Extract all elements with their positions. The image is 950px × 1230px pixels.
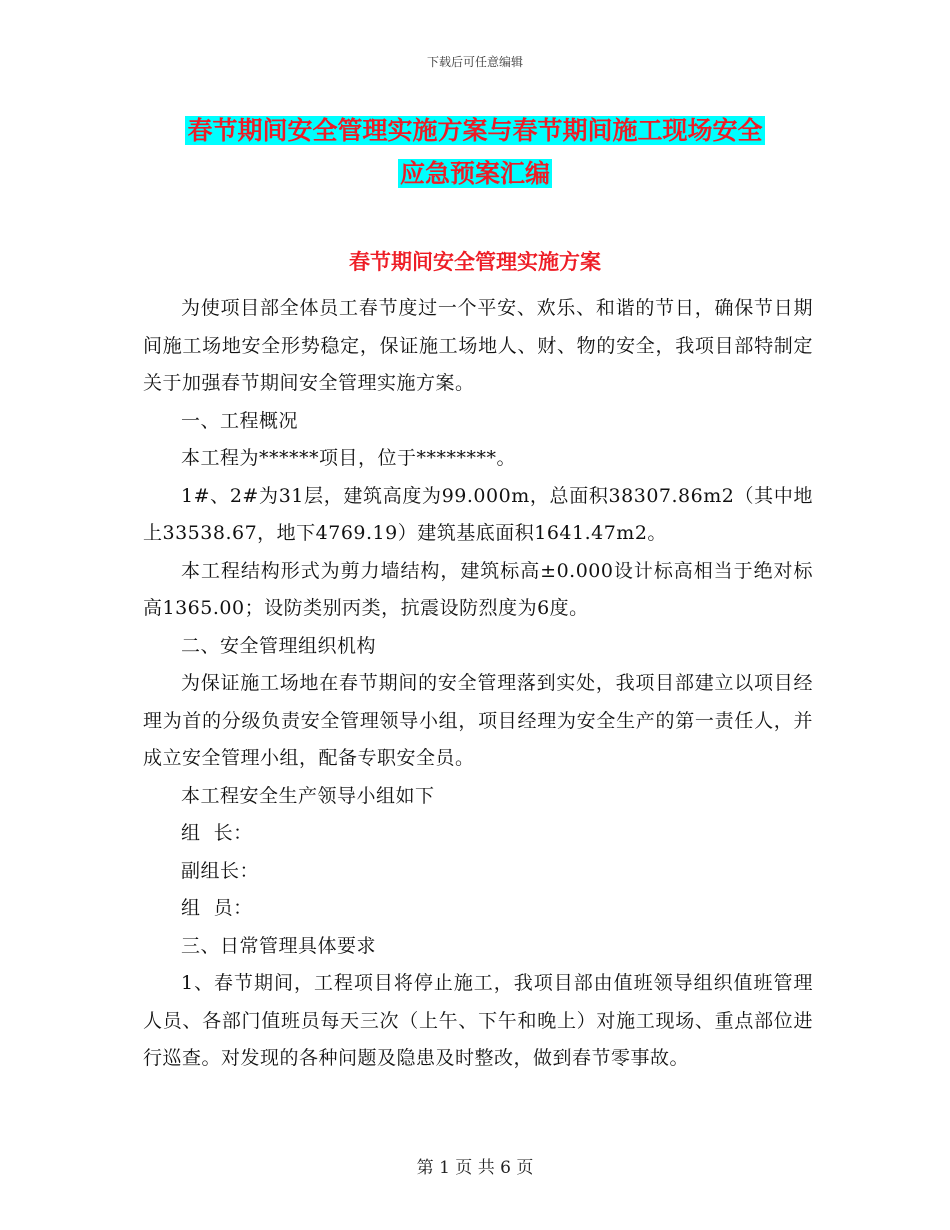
paragraph-structure-info: 本工程结构形式为剪力墙结构，建筑标高±0.000设计标高相当于绝对标高1365.00；设防类别丙类，抗震设防烈度为6度。 xyxy=(143,559,813,619)
heading-daily-management: 三、日常管理具体要求 xyxy=(181,934,377,957)
document-title-line2 xyxy=(0,154,950,194)
document-title-line1 xyxy=(0,108,950,154)
paragraph-deputy-leader: 副组长： xyxy=(181,859,260,882)
header-note: 下载后可任意编辑 xyxy=(426,55,523,69)
paragraph-organization-detail: 为保证施工场地在春节期间的安全管理落到实处，我项目部建立以项目经理为首的分级负责安全管理领导小组，项目经理为安全生产的第一责任人，并成立安全管理小组，配备专职安全员。 xyxy=(143,672,813,769)
paragraph-daily-requirement-1: 1、春节期间，工程项目将停止施工，我项目部由值班领导组织值班管理人员、各部门值班员每天三次（上午、下午和晚上）对施工现场、重点部位进行巡查。对发现的各种问题及隐患及时整改，做到春节零事故。 xyxy=(143,972,813,1069)
paragraph-project-location: 本工程为******项目，位于********。 xyxy=(181,447,517,469)
paragraph-building-info: 1#、2#为31层，建筑高度为99.000m，总面积38307.86m2（其中地上33538.67，地下4769.19）建筑基底面积1641.47m2。 xyxy=(143,484,813,544)
paragraph-group-members: 组 员： xyxy=(181,897,253,919)
document-body xyxy=(143,290,813,1078)
paragraph-group-leader: 组 长： xyxy=(181,822,253,844)
section-title: 春节期间安全管理实施方案 xyxy=(349,249,601,274)
paragraph-intro: 为使项目部全体员工春节度过一个平安、欢乐、和谐的节日，确保节日期间施工场地安全形势稳定，保证施工场地人、财、物的安全，我项目部特制定关于加强春节期间安全管理实施方案。 xyxy=(143,297,813,394)
document-title-line1-text: 春节期间安全管理实施方案与春节期间施工现场安全 xyxy=(187,116,763,145)
page-number-footer: 第 1 页 共 6 页 xyxy=(416,1158,534,1178)
paragraph-leadership-group: 本工程安全生产领导小组如下 xyxy=(181,784,435,807)
heading-project-overview: 一、工程概况 xyxy=(181,409,299,432)
document-title-line2-text: 应急预案汇编 xyxy=(399,159,550,188)
heading-safety-organization: 二、安全管理组织机构 xyxy=(181,634,377,657)
